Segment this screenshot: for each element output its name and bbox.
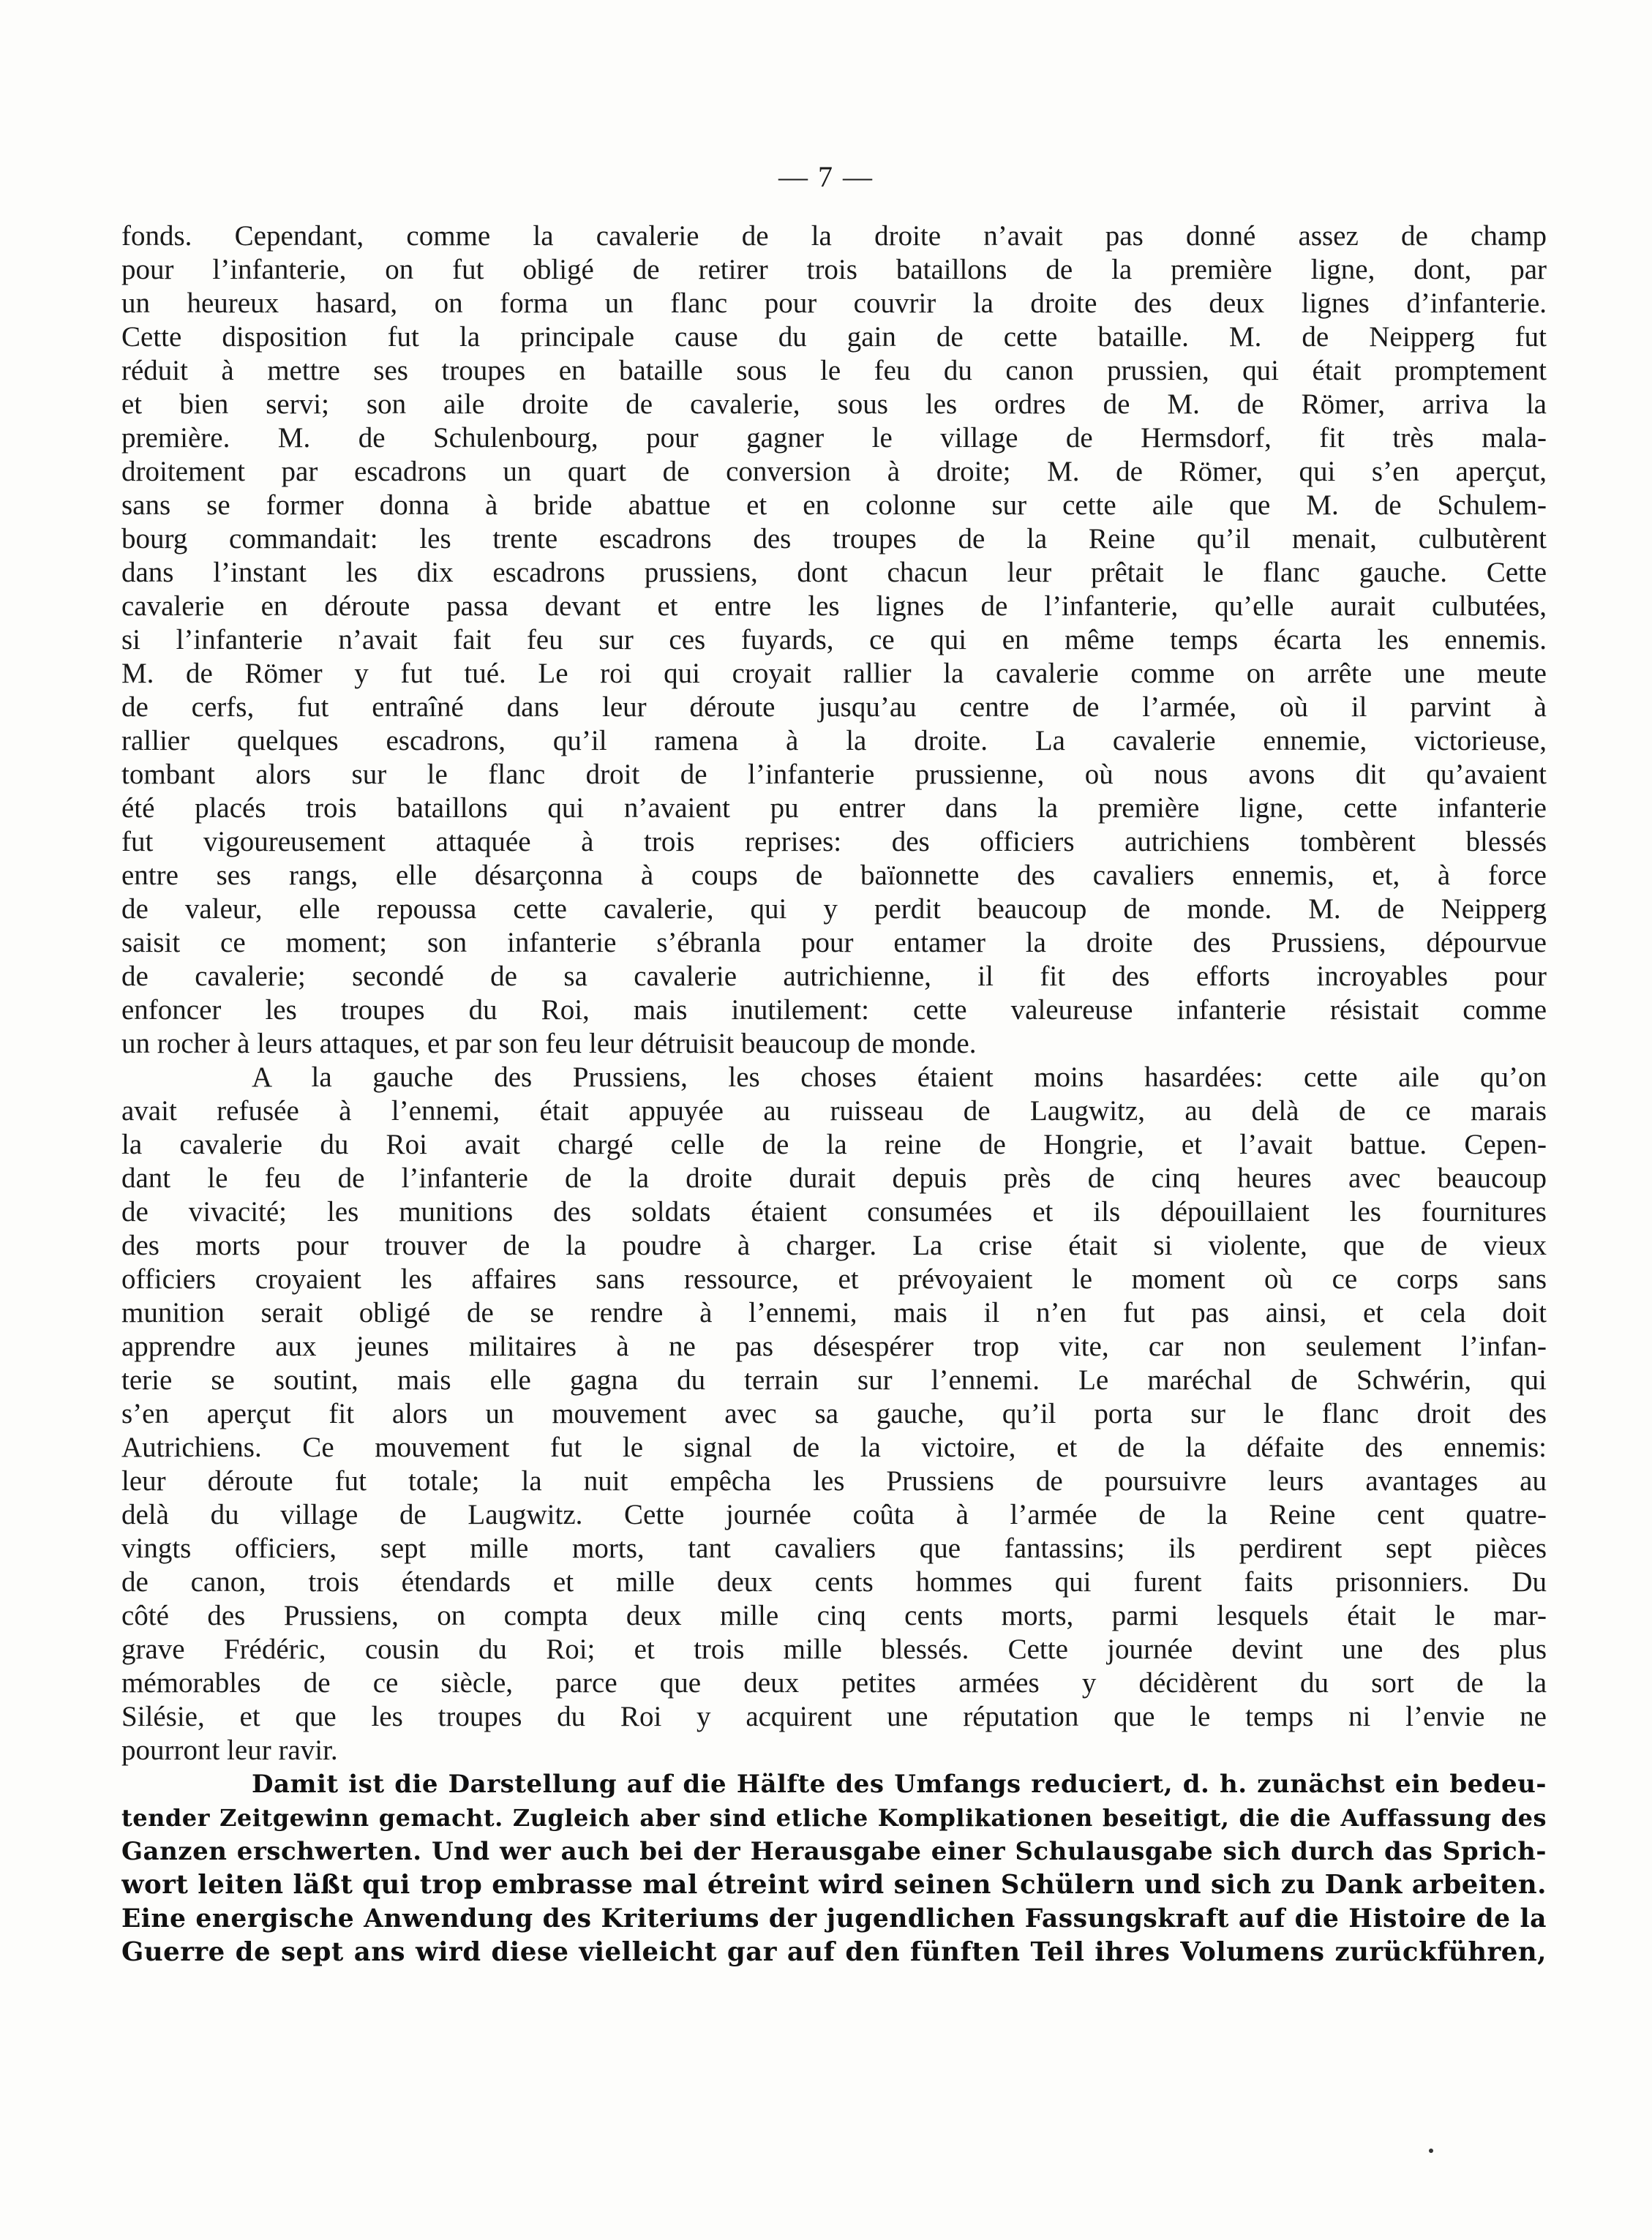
text-line: de vivacité; les munitions des soldats étaient consumées et ils dépouillaient les fournitures [121, 1196, 1547, 1228]
french-body-text [121, 219, 1547, 1969]
german-text-line: Ganzen erschwerten. Und wer auch bei der Herausgabe einer Schulausgabe sich durch das Sprich- [121, 1837, 1547, 1866]
text-line: pour l’infanterie, on fut obligé de retirer trois bataillons de la première ligne, dont, par [121, 254, 1547, 285]
page-number: — 7 — [778, 160, 874, 193]
german-paragraph-start-line: Damit ist die Darstellung auf die Hälfte des Umfangs reduciert, d. h. zunächst ein bedeu- [252, 1770, 1547, 1799]
text-line: saisit ce moment; son infanterie s’ébranla pour entamer la droite des Prussiens, dépourvue [121, 927, 1547, 958]
text-line: et bien servi; son aile droite de cavalerie, sous les ordres de M. de Römer, arriva la [121, 388, 1547, 420]
text-line: un rocher à leurs attaques, et par son feu leur détruisit beaucoup de monde. [121, 1028, 977, 1059]
text-line: des morts pour trouver de la poudre à charger. La crise était si violente, que de vieux [121, 1230, 1547, 1261]
text-line: un heureux hasard, on forma un flanc pour couvrir la droite des deux lignes d’infanterie. [121, 287, 1547, 319]
text-line: Silésie, et que les troupes du Roi y acquirent une réputation que le temps ni l’envie ne [121, 1701, 1547, 1732]
text-line: fonds. Cependant, comme la cavalerie de la droite n’avait pas donné assez de champ [121, 220, 1547, 252]
text-line: s’en aperçut fit alors un mouvement avec sa gauche, qu’il porta sur le flanc droit des [121, 1398, 1547, 1429]
text-line: cavalerie en déroute passa devant et entre les lignes de l’infanterie, qu’elle aurait culbutées, [121, 590, 1547, 622]
text-line: tombant alors sur le flanc droit de l’infanterie prussienne, où nous avons dit qu’avaient [121, 759, 1547, 790]
text-line: bourg commandait: les trente escadrons des troupes de la Reine qu’il menait, culbutèrent [121, 523, 1547, 555]
text-line: entre ses rangs, elle désarçonna à coups de baïonnette des cavaliers ennemis, et, à force [121, 860, 1547, 891]
german-text-line: tender Zeitgewinn gemacht. Zugleich aber sind etliche Komplikationen beseitigt, die die Auffassung des [121, 1804, 1547, 1832]
text-line: été placés trois bataillons qui n’avaient pu entrer dans la première ligne, cette infanterie [121, 792, 1547, 824]
text-line: dant le feu de l’infanterie de la droite durait depuis près de cinq heures avec beaucoup [121, 1162, 1547, 1194]
text-line: première. M. de Schulenbourg, pour gagner le village de Hermsdorf, fit très mala- [121, 422, 1547, 454]
text-line: munition serait obligé de se rendre à l’ennemi, mais il n’en fut pas ainsi, et cela doit [121, 1297, 1547, 1328]
text-line: M. de Römer y fut tué. Le roi qui croyait rallier la cavalerie comme on arrête une meute [121, 658, 1547, 689]
text-line: côté des Prussiens, on compta deux mille cinq cents morts, parmi lesquels était le mar- [121, 1600, 1547, 1631]
text-line: droitement par escadrons un quart de conversion à droite; M. de Römer, qui s’en aperçut, [121, 456, 1547, 487]
text-line: réduit à mettre ses troupes en bataille sous le feu du canon prussien, qui était promptement [121, 355, 1547, 386]
text-line: dans l’instant les dix escadrons prussiens, dont chacun leur prêtait le flanc gauche. Cette [121, 557, 1547, 588]
text-line: sans se former donna à bride abattue et en colonne sur cette aile que M. de Schulem- [121, 489, 1547, 521]
text-line: Cette disposition fut la principale cause du gain de cette bataille. M. de Neipperg fut [121, 321, 1547, 353]
ink-speck [1429, 2149, 1433, 2153]
german-text-line: Eine energische Anwendung des Kriteriums der jugendlichen Fassungskraft auf die Histoire de la [121, 1904, 1547, 1933]
text-line: officiers croyaient les affaires sans ressource, et prévoyaient le moment où ce corps sans [121, 1263, 1547, 1295]
text-line: de valeur, elle repoussa cette cavalerie, qui y perdit beaucoup de monde. M. de Neipperg [121, 893, 1547, 925]
german-text-line: Guerre de sept ans wird diese vielleicht gar auf den fünften Teil ihres Volumens zurückführen, [121, 1937, 1547, 1967]
text-line: pourront leur ravir. [121, 1735, 338, 1766]
text-line: avait refusée à l’ennemi, était appuyée au ruisseau de Laugwitz, au delà de ce marais [121, 1095, 1547, 1127]
text-line: grave Frédéric, cousin du Roi; et trois mille blessés. Cette journée devint une des plus [121, 1634, 1547, 1665]
text-line: de cavalerie; secondé de sa cavalerie autrichienne, il fit des efforts incroyables pour [121, 961, 1547, 992]
text-line: de canon, trois étendards et mille deux cents hommes qui furent faits prisonniers. Du [121, 1566, 1547, 1598]
text-line: enfoncer les troupes du Roi, mais inutilement: cette valeureuse infanterie résistait comme [121, 994, 1547, 1026]
text-line: leur déroute fut totale; la nuit empêcha les Prussiens de poursuivre leurs avantages au [121, 1465, 1547, 1497]
text-line: fut vigoureusement attaquée à trois reprises: des officiers autrichiens tombèrent blessés [121, 826, 1547, 857]
text-line: delà du village de Laugwitz. Cette journée coûta à l’armée de la Reine cent quatre- [121, 1499, 1547, 1530]
text-line: terie se soutint, mais elle gagna du terrain sur l’ennemi. Le maréchal de Schwérin, qui [121, 1364, 1547, 1396]
text-line: mémorables de ce siècle, parce que deux petites armées y décidèrent du sort de la [121, 1667, 1547, 1699]
german-text-line: wort leiten läßt qui trop embrasse mal étreint wird seinen Schülern und sich zu Dank arbeiten. [121, 1870, 1547, 1900]
text-line: la cavalerie du Roi avait chargé celle de la reine de Hongrie, et l’avait battue. Cepen- [121, 1129, 1547, 1160]
text-line: apprendre aux jeunes militaires à ne pas désespérer trop vite, car non seulement l’infan- [121, 1331, 1547, 1362]
text-line: si l’infanterie n’avait fait feu sur ces fuyards, ce qui en même temps écarta les ennemis. [121, 624, 1547, 655]
paragraph-start-line: A la gauche des Prussiens, les choses étaient moins hasardées: cette aile qu’on [252, 1061, 1547, 1093]
text-line: rallier quelques escadrons, qu’il ramena à la droite. La cavalerie ennemie, victorieuse, [121, 725, 1547, 756]
text-line: Autrichiens. Ce mouvement fut le signal de la victoire, et de la défaite des ennemis: [121, 1432, 1547, 1463]
text-line: de cerfs, fut entraîné dans leur déroute jusqu’au centre de l’armée, où il parvint à [121, 691, 1547, 723]
text-line: vingts officiers, sept mille morts, tant cavaliers que fantassins; ils perdirent sept pièces [121, 1533, 1547, 1564]
